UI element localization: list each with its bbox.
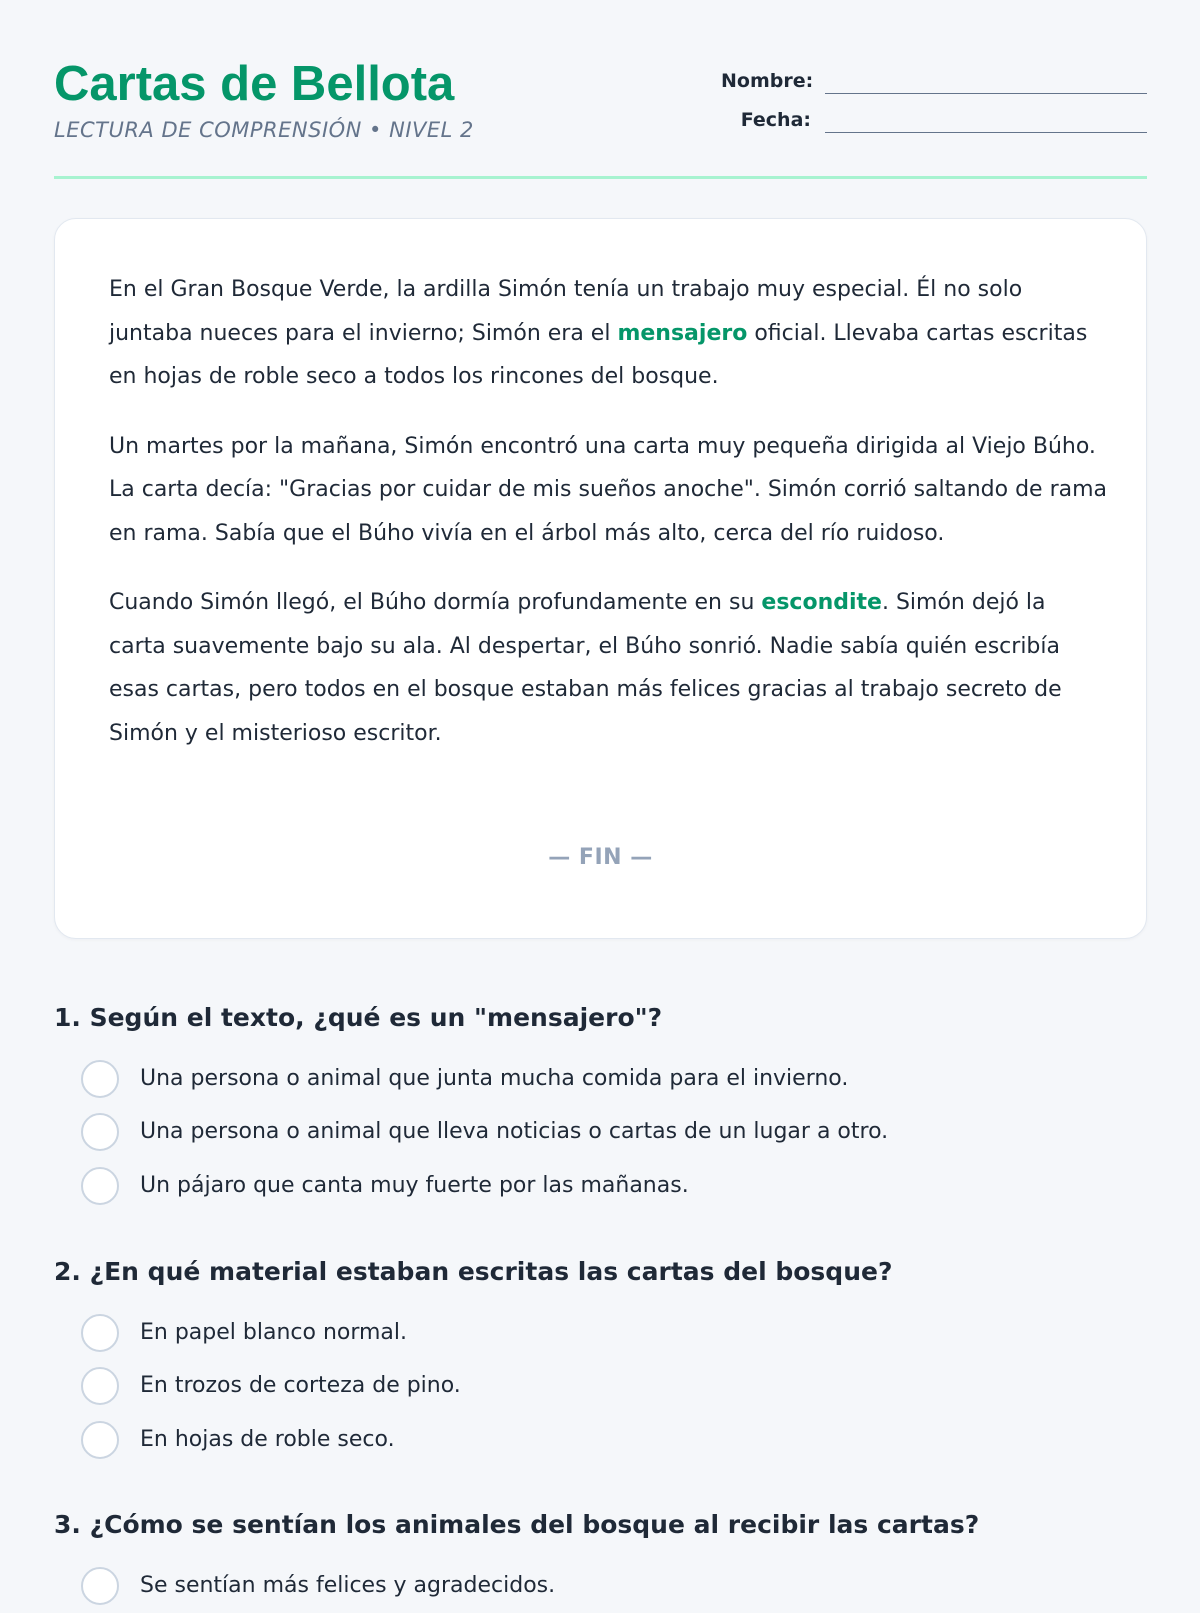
vocab-word-escondite: escondite xyxy=(761,590,882,615)
radio-button[interactable] xyxy=(81,1314,119,1352)
answer-option[interactable] xyxy=(54,1106,1147,1160)
story-card xyxy=(54,218,1147,939)
story-paragraph-1 xyxy=(109,268,1109,399)
answer-option-label: Una persona o animal que junta mucha comida para el invierno. xyxy=(140,1065,849,1091)
worksheet-header xyxy=(54,52,1147,179)
answer-option-label: Un pájaro que canta muy fuerte por las mañanas. xyxy=(140,1172,689,1198)
question-2-text: 2. ¿En qué material estaban escritas las cartas del bosque? xyxy=(54,1257,893,1286)
question-2-options xyxy=(54,1306,1147,1467)
answer-option-label: En papel blanco normal. xyxy=(140,1319,408,1345)
question-3 xyxy=(54,1503,1147,1598)
radio-button[interactable] xyxy=(81,1113,119,1151)
date-label: Fecha: xyxy=(740,109,811,131)
story-paragraph-2: Un martes por la mañana, Simón encontró una carta muy pequeña dirigida al Viejo Búho. La carta decía: "Gracias por cuidar de mis sueños anoche". Simón corrió saltando de rama en rama. Sabía que el Búho vivía en el árbol más alto, cerca del río ruidoso. xyxy=(109,433,1108,546)
story-paragraph-1-end: oficial. Llevaba cartas escritas en hojas de roble seco a todos los rincones del bosque. xyxy=(109,320,1088,389)
radio-button[interactable] xyxy=(81,1060,119,1098)
story-paragraph-3-end: . Simón dejó la carta suavemente bajo su ala. Al despertar, el Búho sonrió. Nadie sabía quién escribía esas cartas, pero todos en el bosque estaban más felices gracias al trabajo secreto de Simón y el misterioso escritor. xyxy=(109,590,1062,746)
radio-button[interactable] xyxy=(81,1567,119,1605)
story-end-marker: — FIN — xyxy=(548,845,653,870)
answer-option[interactable] xyxy=(54,1360,1147,1414)
story-paragraph-1-start: En el Gran Bosque Verde, la ardilla Simón tenía un trabajo muy especial. Él no solo juntaba nueces para el invierno; Simón era el xyxy=(109,277,1023,346)
name-field xyxy=(721,66,1147,96)
question-1-options xyxy=(54,1052,1147,1213)
question-1 xyxy=(54,996,1147,1198)
date-field xyxy=(721,105,1147,135)
question-2 xyxy=(54,1250,1147,1452)
vocab-word-mensajero: mensajero xyxy=(617,320,748,346)
question-1-text: 1. Según el texto, ¿qué es un "mensajero"? xyxy=(54,1003,663,1032)
story-text xyxy=(109,268,1109,781)
answer-option-label: En hojas de roble seco. xyxy=(140,1426,395,1452)
name-label: Nombre: xyxy=(721,70,814,92)
answer-option-label: Se sentían más felices y agradecidos. xyxy=(140,1572,556,1598)
question-3-text: 3. ¿Cómo se sentían los animales del bosque al recibir las cartas? xyxy=(54,1510,980,1539)
radio-button[interactable] xyxy=(81,1167,119,1205)
worksheet-subtitle: LECTURA DE COMPRENSIÓN • NIVEL 2 xyxy=(54,118,474,142)
question-3-options xyxy=(54,1559,1147,1613)
answer-option[interactable] xyxy=(54,1306,1147,1360)
answer-option-label: En trozos de corteza de pino. xyxy=(140,1373,461,1399)
answer-option[interactable] xyxy=(54,1052,1147,1106)
answer-option[interactable] xyxy=(54,1559,1147,1613)
radio-button[interactable] xyxy=(81,1421,119,1459)
name-blank-line[interactable] xyxy=(825,93,1147,94)
worksheet-title: Cartas de Bellota xyxy=(54,57,455,111)
answer-option[interactable] xyxy=(54,1159,1147,1213)
story-paragraph-3-start: Cuando Simón llegó, el Búho dormía profundamente en su xyxy=(109,590,762,615)
date-blank-line[interactable] xyxy=(825,132,1147,133)
story-paragraph-3 xyxy=(109,581,1109,755)
answer-option-label: Una persona o animal que lleva noticias o cartas de un lugar a otro. xyxy=(140,1119,889,1145)
answer-option[interactable] xyxy=(54,1413,1147,1467)
radio-button[interactable] xyxy=(81,1367,119,1405)
